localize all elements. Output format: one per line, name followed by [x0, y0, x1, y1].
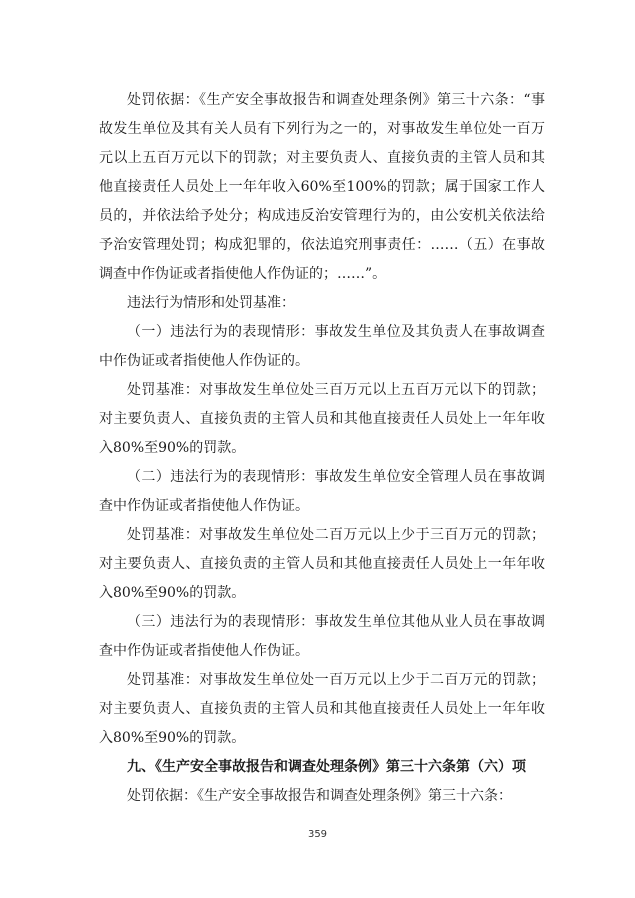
document-body: [99, 86, 545, 811]
paragraph-penalty-3: 处罚基准：对事故发生单位处一百万元以上少于二百万元的罚款；对主要负责人、直接负责的主管人员和其他直接责任人员处上一年年收入80%至90%的罚款。: [99, 672, 545, 746]
paragraph-case-3: （三）违法行为的表现情形：事故发生单位其他从业人员在事故调查中作伪证或者指使他人作伪证。: [99, 614, 545, 659]
paragraph-legal-basis: 处罚依据：《生产安全事故报告和调查处理条例》第三十六条：“事故发生单位及其有关人员有下列行为之一的，对事故发生单位处一百万元以上五百万元以下的罚款；对主要负责人、直接负责的主管人员和其他直接责任人员处上一年年收入60%至100%的罚款；属于国家工作人员的，并依法给予处分；构成违反治安管理行为的，由公安机关依法给予治安管理处罚；构成犯罪的，依法追究刑事责任：……（五）在事故调查中作伪证或者指使他人作伪证的；……”。: [99, 92, 545, 282]
paragraph-case-1: （一）违法行为的表现情形：事故发生单位及其负责人在事故调查中作伪证或者指使他人作伪证的。: [99, 324, 545, 369]
section-heading: 九、《生产安全事故报告和调查处理条例》第三十六条第（六）项: [127, 759, 526, 775]
paragraph-violation-standard-intro: 违法行为情形和处罚基准：: [127, 295, 295, 311]
paragraph-legal-basis-next: 处罚依据：《生产安全事故报告和调查处理条例》第三十六条：: [127, 788, 512, 804]
paragraph-penalty-1: 处罚基准：对事故发生单位处三百万元以上五百万元以下的罚款；对主要负责人、直接负责的主管人员和其他直接责任人员处上一年年收入80%至90%的罚款。: [99, 382, 545, 456]
paragraph-penalty-2: 处罚基准：对事故发生单位处二百万元以上少于三百万元的罚款；对主要负责人、直接负责的主管人员和其他直接责任人员处上一年年收入80%至90%的罚款。: [99, 527, 545, 601]
paragraph-case-2: （二）违法行为的表现情形：事故发生单位安全管理人员在事故调查中作伪证或者指使他人作伪证。: [99, 469, 545, 514]
page-number: 359: [307, 829, 328, 840]
